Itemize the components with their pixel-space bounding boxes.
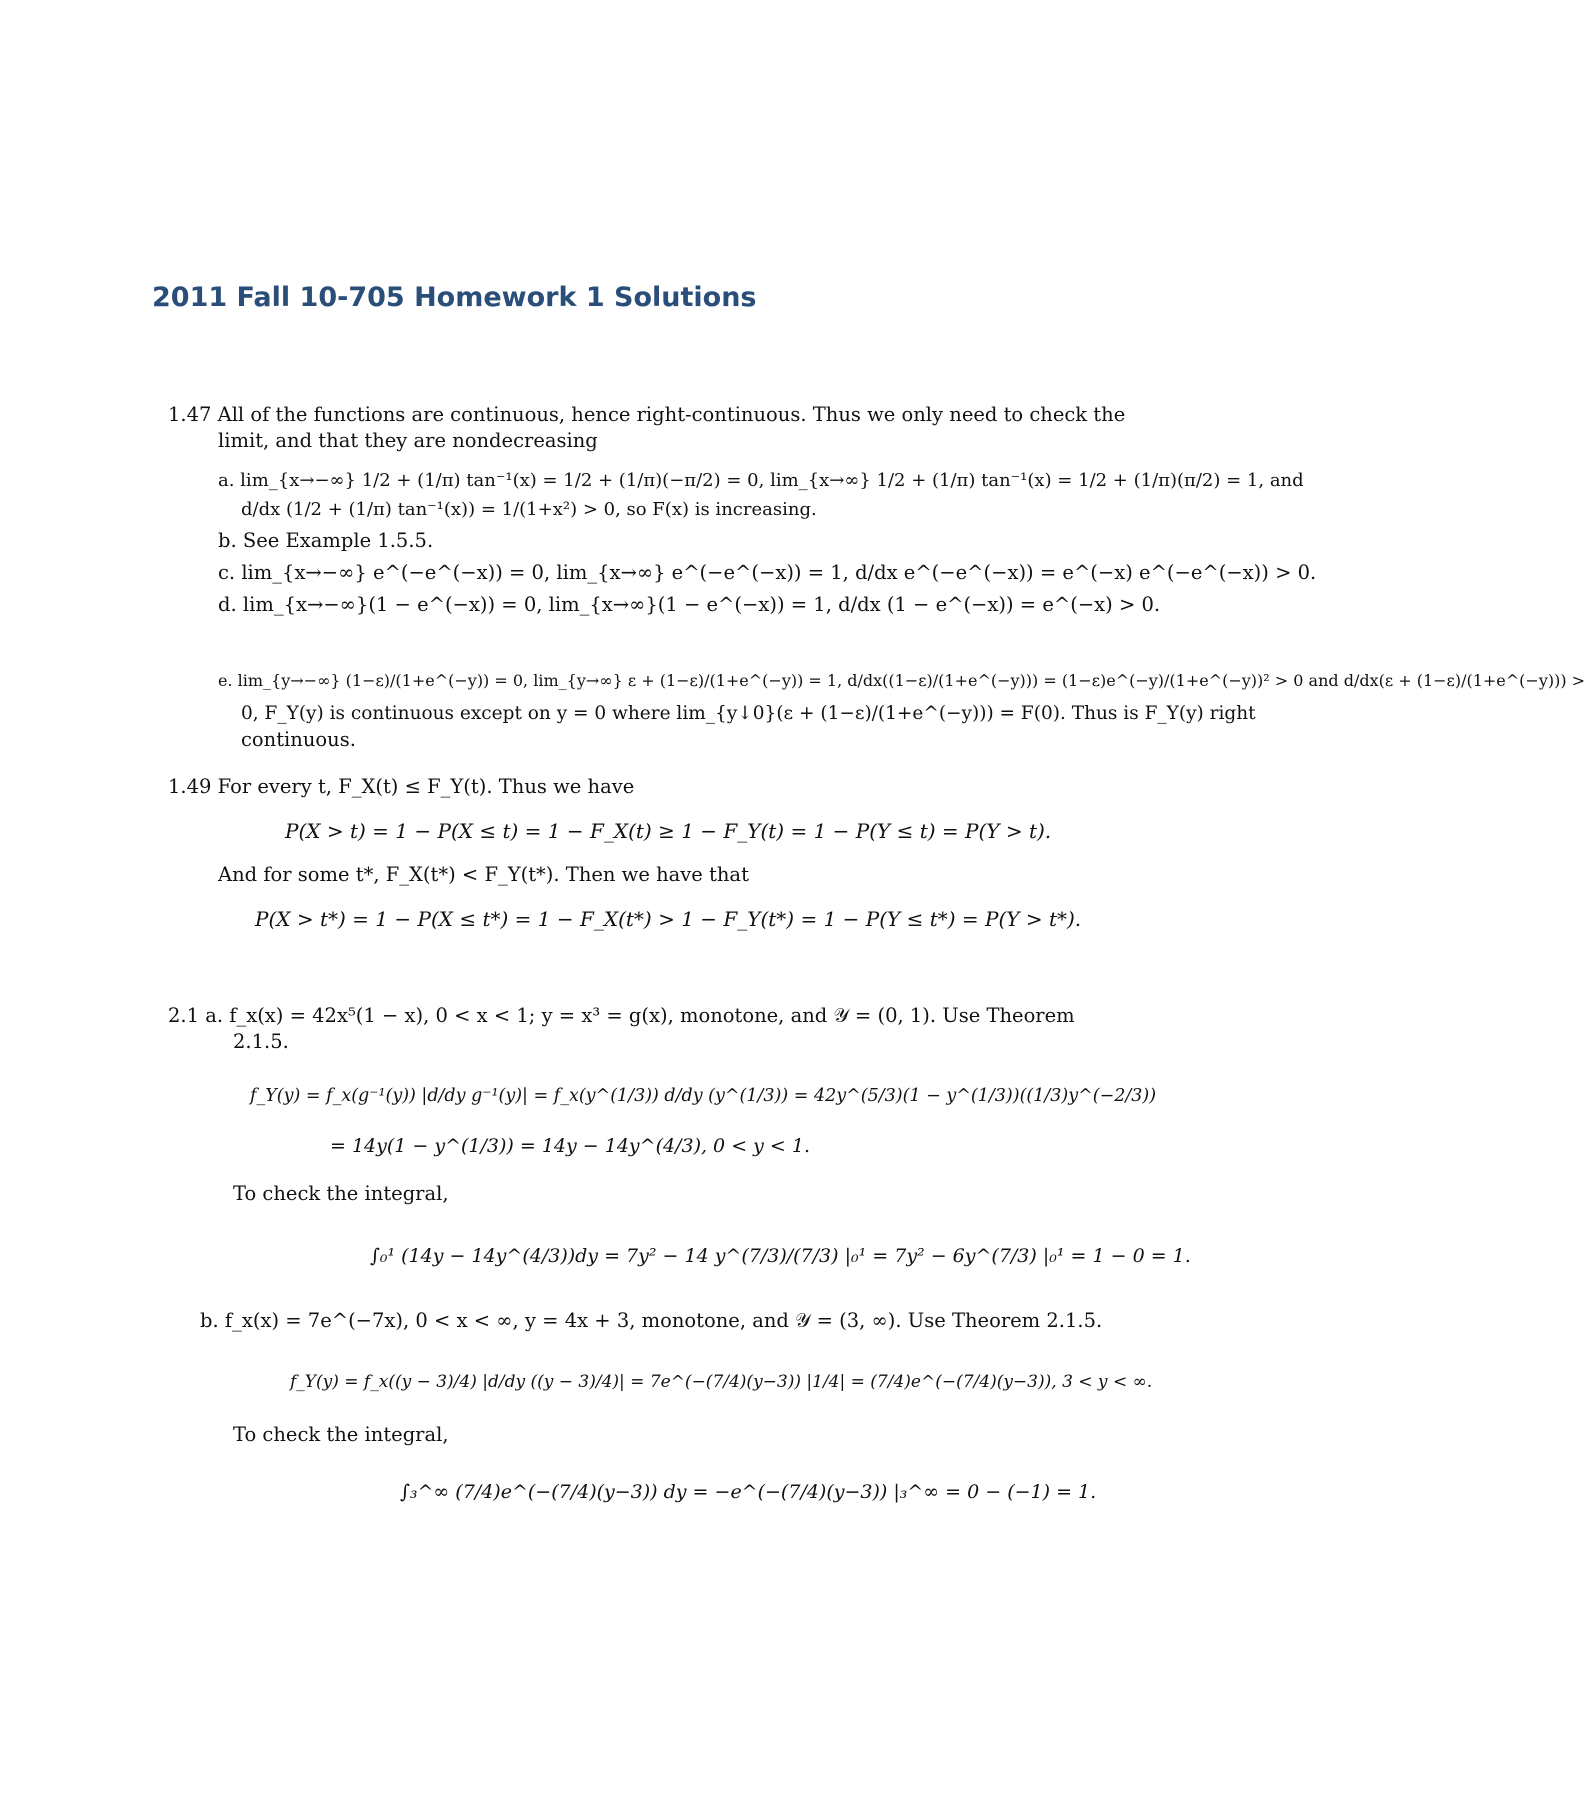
p147-intro-line2: limit, and that they are nondecreasing [218, 429, 598, 452]
p21-part-b-check-label: To check the integral, [233, 1423, 449, 1446]
p147-part-d: d. lim_{x→−∞}(1 − e^(−x)) = 0, lim_{x→∞}(1 − e^(−x)) = 1, d/dx (1 − e^(−x)) = e^(−x) > 0. [218, 593, 1161, 616]
p147-part-c: c. lim_{x→−∞} e^(−e^(−x)) = 0, lim_{x→∞} e^(−e^(−x)) = 1, d/dx e^(−e^(−x)) = e^(−x) e^(−e^(−x)) > 0. [218, 561, 1317, 584]
p147-part-a-line2: d/dx (1/2 + (1/π) tan⁻¹(x)) = 1/(1+x²) > 0, so F(x) is increasing. [241, 499, 817, 520]
p149-equation1: P(X > t) = 1 − P(X ≤ t) = 1 − F_X(t) ≥ 1 − F_Y(t) = 1 − P(Y ≤ t) = P(Y > t). [285, 819, 1052, 843]
p149-line2: And for some t*, F_X(t*) < F_Y(t*). Then we have that [218, 863, 749, 886]
p21-part-a-line2: 2.1.5. [233, 1030, 289, 1053]
p147-part-a-line1: a. lim_{x→−∞} 1/2 + (1/π) tan⁻¹(x) = 1/2 + (1/π)(−π/2) = 0, lim_{x→∞} 1/2 + (1/π) tan⁻¹(x) = 1/2 + (1/π)(π/2) = 1, and [218, 470, 1304, 491]
p147-part-e-line3: continuous. [241, 728, 356, 751]
p21-part-b-line1: b. f_x(x) = 7e^(−7x), 0 < x < ∞, y = 4x + 3, monotone, and 𝒴 = (3, ∞). Use Theorem 2.1.5. [200, 1309, 1103, 1332]
p149-equation2: P(X > t*) = 1 − P(X ≤ t*) = 1 − F_X(t*) > 1 − F_Y(t*) = 1 − P(Y ≤ t*) = P(Y > t*). [255, 907, 1082, 931]
p21-part-a-equation2: = 14y(1 − y^(1/3)) = 14y − 14y^(4/3), 0 < y < 1. [330, 1135, 811, 1157]
p147-part-e-line2: 0, F_Y(y) is continuous except on y = 0 where lim_{y↓0}(ε + (1−ε)/(1+e^(−y))) = F(0). Thus is F_Y(y) right [241, 703, 1256, 724]
p21-part-a-line1: 2.1 a. f_x(x) = 42x⁵(1 − x), 0 < x < 1; y = x³ = g(x), monotone, and 𝒴 = (0, 1). Use Theorem [168, 1004, 1075, 1027]
p149-line1: 1.49 For every t, F_X(t) ≤ F_Y(t). Thus we have [168, 775, 635, 798]
p147-part-b: b. See Example 1.5.5. [218, 529, 434, 552]
p147-intro-line1: 1.47 All of the functions are continuous, hence right-continuous. Thus we only need to check the [168, 403, 1126, 426]
p21-part-a-check-label: To check the integral, [233, 1182, 449, 1205]
p21-part-b-integral: ∫₃^∞ (7/4)e^(−(7/4)(y−3)) dy = −e^(−(7/4)(y−3)) |₃^∞ = 0 − (−1) = 1. [400, 1481, 1097, 1503]
p147-part-e-line1: e. lim_{y→−∞} (1−ε)/(1+e^(−y)) = 0, lim_{y→∞} ε + (1−ε)/(1+e^(−y)) = 1, d/dx((1−ε)/(1+e^(−y))) = (1−ε)e^(−y)/(1+e^(−y))² > 0 and d/dx(ε + (1−ε)/(1+e^(−y))) > [218, 671, 1585, 690]
p21-part-b-equation: f_Y(y) = f_x((y − 3)/4) |d/dy ((y − 3)/4)| = 7e^(−(7/4)(y−3)) |1/4| = (7/4)e^(−(7/4)(y−3)), 3 < y < ∞. [290, 1372, 1153, 1392]
p21-part-a-equation1: f_Y(y) = f_x(g⁻¹(y)) |d/dy g⁻¹(y)| = f_x(y^(1/3)) d/dy (y^(1/3)) = 42y^(5/3)(1 − y^(1/3))((1/3)y^(−2/3)) [250, 1086, 1157, 1106]
document-title: 2011 Fall 10-705 Homework 1 Solutions [152, 282, 757, 313]
p21-part-a-integral: ∫₀¹ (14y − 14y^(4/3))dy = 7y² − 14 y^(7/3)/(7/3) |₀¹ = 7y² − 6y^(7/3) |₀¹ = 1 − 0 = 1. [370, 1245, 1191, 1267]
